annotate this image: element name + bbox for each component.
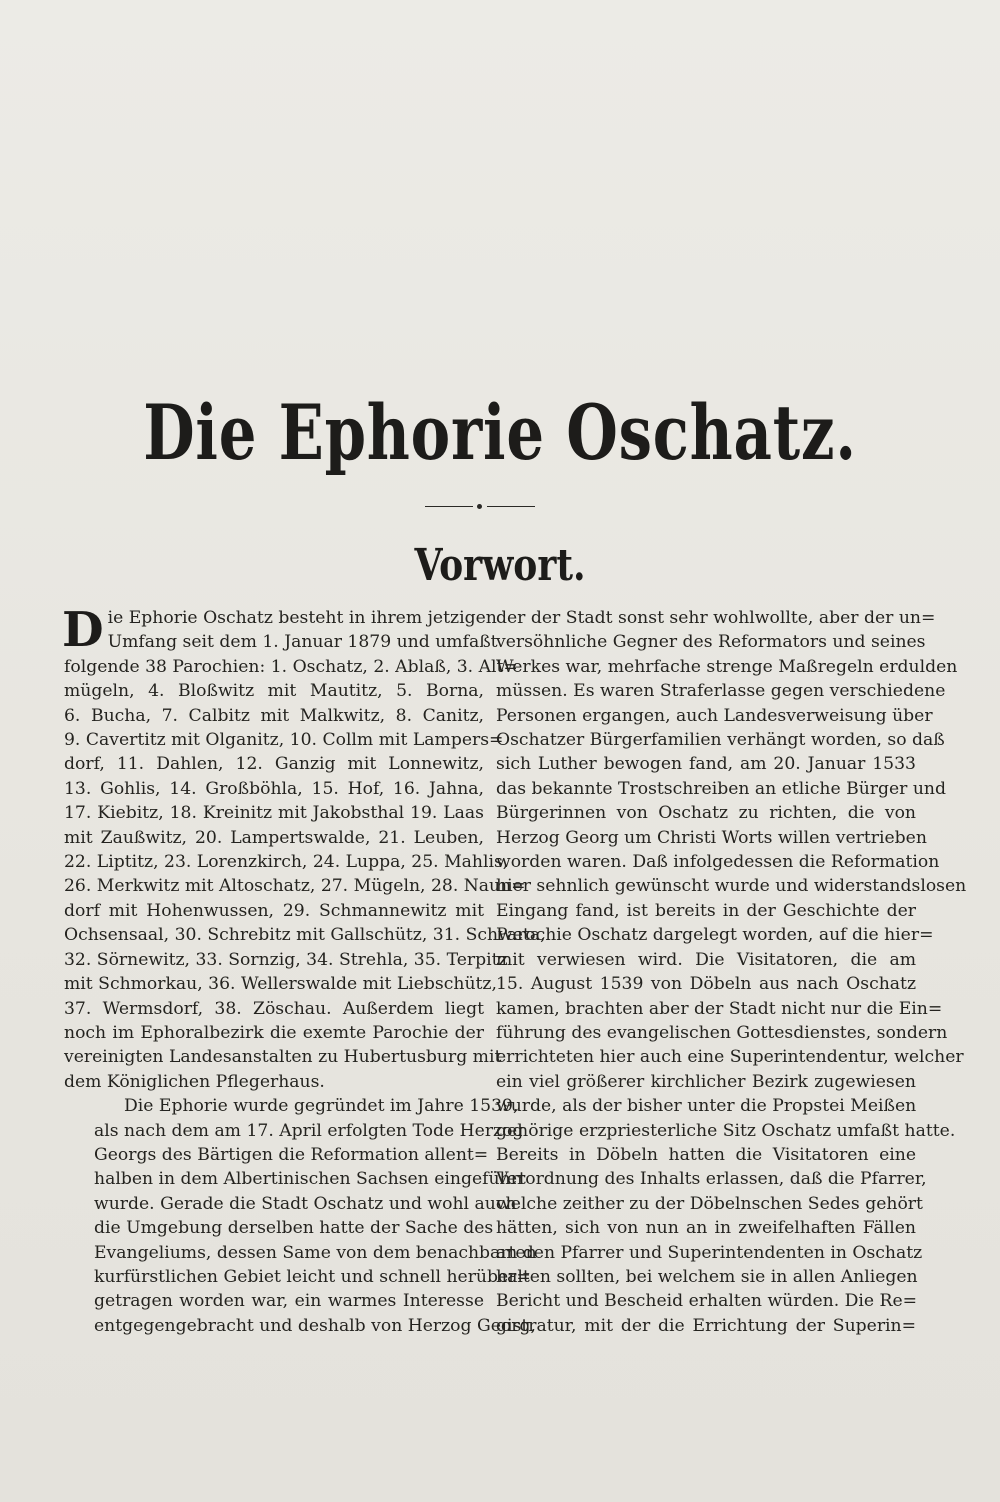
text-line: errichteten hier auch eine Superintendentur, welcher (496, 1047, 964, 1068)
text-line: wurde, als der bisher unter die Propstei Meißen (496, 1096, 917, 1117)
text-line: noch im Ephoralbezirk die exemte Parochie der (64, 1022, 484, 1043)
text-line: Parochie Oschatz dargelegt worden, auf die hier= (496, 925, 934, 946)
left-column (62, 602, 546, 1338)
text-line: mit Schmorkau, 36. Wellerswalde mit Liebschütz, (64, 974, 497, 995)
text-line: folgende 38 Parochien: 1. Oschatz, 2. Ablaß, 3. Alt= (64, 656, 518, 677)
text-line: mit Zaußwitz, 20. Lampertswalde, 21. Leuben, (64, 827, 484, 848)
text-line: gistratur, mit der die Errichtung der Superin= (496, 1315, 916, 1336)
text-line: Die Ephorie wurde gegründet im Jahre 1539, (124, 1096, 519, 1117)
title-divider (425, 506, 535, 508)
text-line: mit verwiesen wird. Die Visitatoren, die am (496, 949, 916, 970)
text-line: worden waren. Daß infolgedessen die Reformation (496, 852, 940, 873)
text-line: gehörige erzpriesterliche Sitz Oschatz umfaßt hatte. (496, 1120, 956, 1141)
text-line: an den Pfarrer und Superintendenten in Oschatz (496, 1242, 923, 1263)
text-line: Evangeliums, dessen Same von dem benachbarten (94, 1242, 537, 1263)
text-line: Georgs des Bärtigen die Reformation allent= (94, 1144, 489, 1165)
text-line: 9. Cavertitz mit Olganitz, 10. Collm mit Lampers= (64, 730, 504, 751)
text-line: entgegengebracht und deshalb von Herzog Georg, (94, 1315, 536, 1336)
text-line: Bericht und Bescheid erhalten würden. Die Re= (496, 1291, 918, 1312)
divider-line-left (425, 506, 473, 507)
text-line: getragen worden war, ein warmes Interesse (94, 1291, 484, 1312)
text-line: Ochsensaal, 30. Schrebitz mit Gallschütz, 31. Schweta, (64, 925, 546, 946)
text-line: mügeln, 4. Bloßwitz mit Mautitz, 5. Borna, (64, 681, 484, 702)
text-line: 22. Liptitz, 23. Lorenzkirch, 24. Luppa, 25. Mahlis, (64, 852, 509, 873)
paragraph-3 (496, 606, 967, 1338)
paragraph-2 (64, 1094, 537, 1338)
text-line: Personen ergangen, auch Landesverweisung über (496, 705, 933, 726)
text-line: 32. Sörnewitz, 33. Sornzig, 34. Strehla, 35. Terpitz (64, 949, 508, 970)
text-line: Oschatzer Bürgerfamilien verhängt worden, so daß (496, 730, 945, 751)
text-line: sich Luther bewogen fand, am 20. Januar 1533 (496, 754, 916, 775)
text-line: Eingang fand, ist bereits in der Geschichte der (496, 900, 916, 921)
text-line: 17. Kiebitz, 18. Kreinitz mit Jakobsthal 19. Laas (64, 803, 484, 824)
text-line: der der Stadt sonst sehr wohlwollte, aber der un= (496, 608, 936, 628)
text-line: hier sehnlich gewünscht wurde und widerstandslosen (496, 876, 967, 897)
text-line: 6. Bucha, 7. Calbitz mit Malkwitz, 8. Canitz, (64, 705, 484, 726)
text-line: Werkes war, mehrfache strenge Maßregeln erdulden (496, 656, 958, 677)
text-line: dorf, 11. Dahlen, 12. Ganzig mit Lonnewitz, (64, 754, 484, 775)
text-line: als nach dem am 17. April erfolgten Tode Herzog (94, 1120, 524, 1141)
text-line: die Umgebung derselben hatte der Sache des (94, 1218, 494, 1239)
text-line: vereinigten Landesanstalten zu Hubertusburg mit (64, 1047, 502, 1068)
text-line: müssen. Es waren Straferlasse gegen verschiedene (496, 681, 946, 702)
divider-dot (477, 504, 482, 509)
page-title: Die Ephorie Oschatz. (143, 388, 857, 477)
text-line: 13. Gohlis, 14. Großböhla, 15. Hof, 16. Jahna, (64, 778, 484, 799)
text-line: ein viel größerer kirchlicher Bezirk zugewiesen (496, 1071, 916, 1092)
text-line: kurfürstlichen Gebiet leicht und schnell herüber= (94, 1266, 531, 1287)
text-line: Verordnung des Inhalts erlassen, daß die Pfarrer, (496, 1169, 927, 1190)
text-line: halben in dem Albertinischen Sachsen eingeführt (94, 1169, 526, 1190)
text-line: dorf mit Hohenwussen, 29. Schmannewitz mit (64, 900, 484, 921)
text-line: halten sollten, bei welchem sie in allen Anliegen (496, 1266, 918, 1287)
text-line: 15. August 1539 von Döbeln aus nach Oschatz (496, 974, 916, 995)
text-line: führung des evangelischen Gottesdienstes, sondern (496, 1022, 948, 1043)
divider-line-right (487, 506, 535, 507)
text-line: ie Ephorie Oschatz besteht in ihrem jetzigen (107, 608, 497, 628)
text-line: 37. Wermsdorf, 38. Zöschau. Außerdem liegt (64, 998, 484, 1019)
text-line: Bereits in Döbeln hatten die Visitatoren eine (496, 1144, 916, 1165)
paragraph-1 (62, 602, 546, 1094)
right-column (496, 606, 967, 1338)
text-line: das bekannte Trostschreiben an etliche Bürger und (496, 778, 947, 799)
text-line: Umfang seit dem 1. Januar 1879 und umfaßt (107, 632, 498, 653)
text-line: dem Königlichen Pflegerhaus. (64, 1071, 325, 1092)
text-line: welche zeither zu der Döbelnschen Sedes gehört (496, 1193, 923, 1214)
text-line: versöhnliche Gegner des Reformators und seines (496, 632, 926, 653)
text-line: wurde. Gerade die Stadt Oschatz und wohl auch (94, 1193, 517, 1214)
drop-cap: D (62, 602, 104, 658)
section-heading: Vorwort. (414, 540, 586, 591)
text-line: 26. Merkwitz mit Altoschatz, 27. Mügeln, 28. Naun= (64, 876, 526, 897)
text-line: hätten, sich von nun an in zweifelhaften Fällen (496, 1218, 916, 1239)
text-line: Bürgerinnen von Oschatz zu richten, die von (496, 803, 916, 824)
text-line: Herzog Georg um Christi Worts willen vertrieben (496, 827, 927, 848)
text-line: kamen, brachten aber der Stadt nicht nur die Ein= (496, 998, 943, 1019)
